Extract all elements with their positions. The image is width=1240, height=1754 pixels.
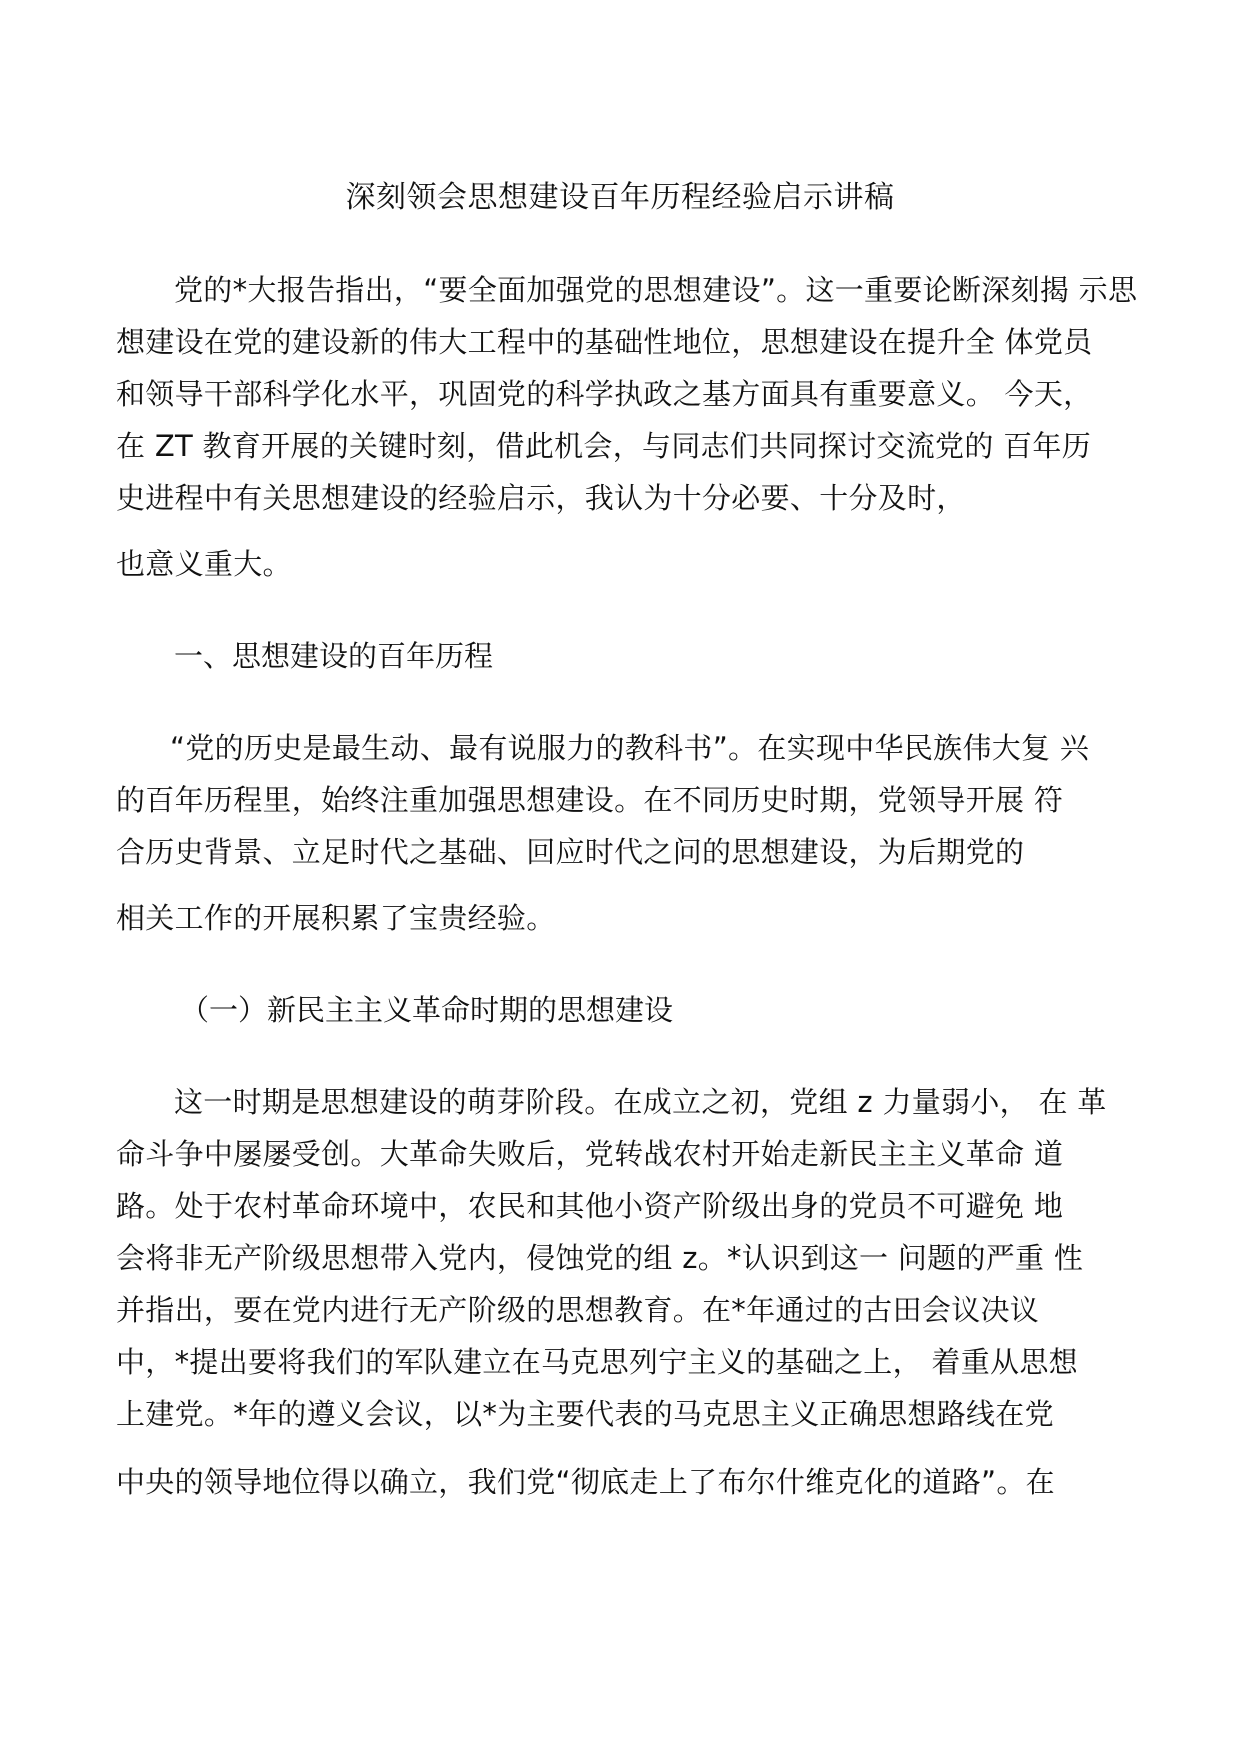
intro-line-1: 党的*大报告指出，“要全面加强党的思想建设”。这一重要论断深刻揭 示思 bbox=[174, 273, 1138, 307]
subsection-para-line-4: 会将非无产阶级思想带入党内，侵蚀党的组 z。*认识到这一 问题的严重 性 bbox=[116, 1241, 1084, 1275]
section-para-line-4: 相关工作的开展积累了宝贵经验。 bbox=[116, 901, 556, 935]
section-para-line-2: 的百年历程里，始终注重加强思想建设。在不同历史时期，党领导开展 符 bbox=[116, 783, 1064, 817]
subsection-para-line-8: 中央的领导地位得以确立，我们党“彻底走上了布尔什维克化的道路”。在 bbox=[116, 1465, 1055, 1499]
intro-line-3: 和领导干部科学化水平，巩固党的科学执政之基方面具有重要意义。 今天， bbox=[116, 377, 1093, 411]
intro-line-4: 在 ZT 教育开展的关键时刻，借此机会，与同志们共同探讨交流党的 百年历 bbox=[116, 429, 1092, 463]
subsection-heading: （一）新民主主义革命时期的思想建设 bbox=[180, 993, 674, 1027]
intro-line-2: 想建设在党的建设新的伟大工程中的基础性地位，思想建设在提升全 体党员 bbox=[116, 325, 1093, 359]
subsection-para-line-1: 这一时期是思想建设的萌芽阶段。在成立之初，党组 z 力量弱小， 在 革 bbox=[174, 1085, 1107, 1119]
intro-line-6: 也意义重大。 bbox=[116, 547, 292, 581]
document-title: 深刻领会思想建设百年历程经验启示讲稿 bbox=[345, 180, 895, 215]
subsection-para-line-2: 命斗争中屡屡受创。大革命失败后，党转战农村开始走新民主主义革命 道 bbox=[116, 1137, 1064, 1171]
subsection-para-line-6: 中，*提出要将我们的军队建立在马克思列宁主义的基础之上， 着重从思想 bbox=[116, 1345, 1078, 1379]
intro-line-5: 史进程中有关思想建设的经验启示，我认为十分必要、十分及时， bbox=[116, 481, 966, 515]
subsection-para-line-3: 路。处于农村革命环境中，农民和其他小资产阶级出身的党员不可避免 地 bbox=[116, 1189, 1064, 1223]
subsection-para-line-7: 上建党。*年的遵义会议，以*为主要代表的马克思主义正确思想路线在党 bbox=[116, 1397, 1054, 1431]
section-para-line-3: 合历史背景、立足时代之基础、回应时代之问的思想建设，为后期党的 bbox=[116, 835, 1025, 869]
section-heading: 一、思想建设的百年历程 bbox=[174, 639, 494, 673]
subsection-para-line-5: 并指出，要在党内进行无产阶级的思想教育。在*年通过的古田会议决议 bbox=[116, 1293, 1040, 1327]
section-para-line-1: “党的历史是最生动、最有说服力的教科书”。在实现中华民族伟大复 兴 bbox=[170, 731, 1090, 765]
